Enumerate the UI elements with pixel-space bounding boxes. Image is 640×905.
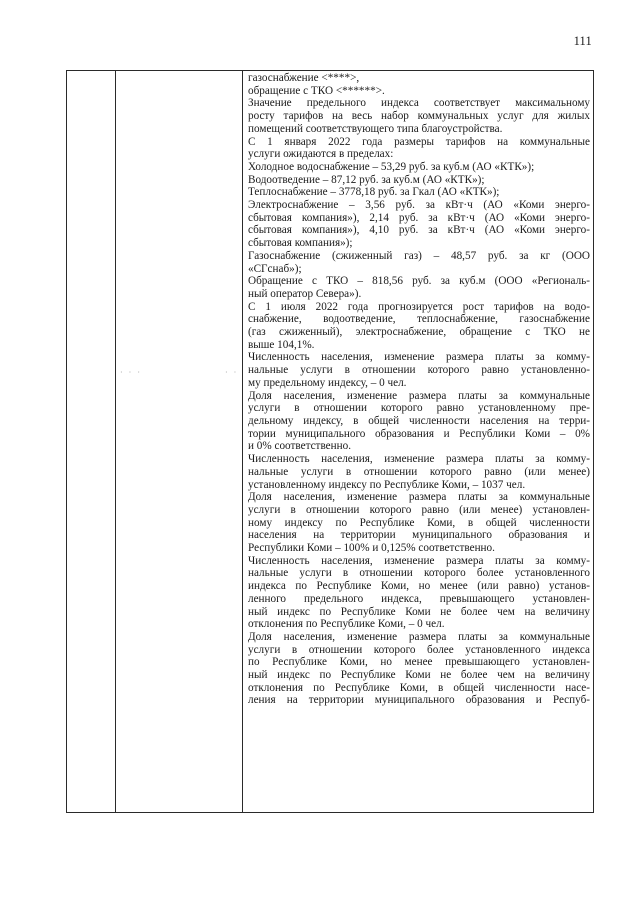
text-line: сбытовая компания»), 4,10 руб. за кВт·ч (АО «Коми энерго- — [248, 224, 590, 237]
text-line: ный индекс по Республике Коми не более чем на величину — [248, 605, 590, 618]
table-cell-text — [248, 72, 590, 707]
text-line: «СГснаб»); — [248, 262, 302, 275]
text-line: Доля населения, изменение размера платы за коммунальные — [248, 491, 590, 504]
text-line: нальные услуги в отношении которого равно (или менее) — [248, 465, 590, 478]
text-line: ления на территории муниципального образования и Респуб- — [248, 694, 590, 707]
column-divider-2 — [242, 71, 243, 812]
text-line: Численность населения, изменение размера платы за комму- — [248, 554, 590, 567]
text-line: газоснабжение <****>, — [248, 72, 360, 84]
column-divider-1 — [115, 71, 116, 812]
text-line: обращение с ТКО <******>. — [248, 84, 385, 97]
text-line: индекса по Республике Коми, но менее (или равно) установ- — [248, 580, 590, 593]
text-line: Значение предельного индекса соответствует максимальному — [248, 97, 590, 110]
text-line: дельному индексу, в общей численности населения на терри- — [248, 414, 590, 427]
text-line: Теплоснабжение – 3778,18 руб. за Гкал (АО «КТК»); — [248, 186, 500, 199]
text-line: Республики Коми – 100% и 0,125% соответственно. — [248, 542, 495, 555]
text-line: нальные услуги в отношении которого более установленного — [248, 567, 590, 580]
text-line: выше 104,1%. — [248, 338, 315, 351]
scan-artifact: · · — [225, 368, 239, 377]
text-line: му предельному индексу, – 0 чел. — [248, 376, 407, 389]
text-line: услуги ожидаются в пределах: — [248, 148, 394, 161]
text-line: сбытовая компания»), 2,14 руб. за кВт·ч (АО «Коми энерго- — [248, 211, 590, 224]
text-line: Доля населения, изменение размера платы за коммунальные — [248, 630, 590, 643]
text-line: Электроснабжение – 3,56 руб. за кВт·ч (АО «Коми энерго- — [248, 199, 590, 212]
text-line: ный оператор Севера»). — [248, 287, 362, 300]
text-line: и 0% соответственно. — [248, 440, 351, 453]
text-line: ный индекс по Республике Коми не более чем на величину — [248, 669, 590, 682]
text-line: Численность населения, изменение размера платы за комму- — [248, 453, 590, 466]
text-line: Водоотведение – 87,12 руб. за куб.м (АО «КТК»); — [248, 173, 485, 186]
text-line: Обращение с ТКО – 818,56 руб. за куб.м (ООО «Региональ- — [248, 275, 590, 288]
text-line: услуги в отношении которого равно (или менее) установлен- — [248, 503, 590, 516]
text-line: (газ сжиженный), электроснабжение, обращение с ТКО не — [248, 326, 590, 339]
text-line: Доля населения, изменение размера платы за коммунальные — [248, 389, 590, 402]
text-line: населения на территории муниципального образования и — [248, 529, 590, 542]
text-line: росту тарифов на весь набор коммунальных услуг для жилых — [248, 110, 590, 123]
text-line: услуги в отношении которого равно установленному пре- — [248, 402, 590, 415]
scan-artifact: · · · — [120, 368, 142, 377]
text-line: отклонения по Республике Коми, в общей численности насе- — [248, 681, 590, 694]
text-line: снабжение, водоотведение, теплоснабжение, газоснабжение — [248, 313, 590, 326]
text-line: по Республике Коми, но менее превышающего установлен- — [248, 656, 590, 669]
page-number: 111 — [573, 34, 592, 48]
text-line: С 1 января 2022 года размеры тарифов на коммунальные — [248, 135, 590, 148]
text-line: сбытовая компания»); — [248, 237, 353, 250]
text-line: тории муниципального образования и Республики Коми – 0% — [248, 427, 590, 440]
text-line: Численность населения, изменение размера платы за комму- — [248, 351, 590, 364]
text-line: ленного предельного индекса, превышающего установлен- — [248, 592, 590, 605]
text-line: Газоснабжение (сжиженный газ) – 48,57 руб. за кг (ООО — [248, 249, 590, 262]
text-line: услуги в отношении которого более установленного индекса — [248, 643, 590, 656]
text-line: отклонения по Республике Коми, – 0 чел. — [248, 618, 445, 631]
text-line: помещений соответствующего типа благоустройства. — [248, 122, 503, 135]
text-line: С 1 июля 2022 года прогнозируется рост тарифов на водо- — [248, 300, 590, 313]
text-line: Холодное водоснабжение – 53,29 руб. за куб.м (АО «КТК»); — [248, 160, 535, 173]
text-line: нальные услуги в отношении которого равно установленно- — [248, 364, 590, 377]
text-line: ному индексу по Республике Коми, в общей численности — [248, 516, 590, 529]
text-line: установленному индексу по Республике Коми, – 1037 чел. — [248, 478, 526, 491]
